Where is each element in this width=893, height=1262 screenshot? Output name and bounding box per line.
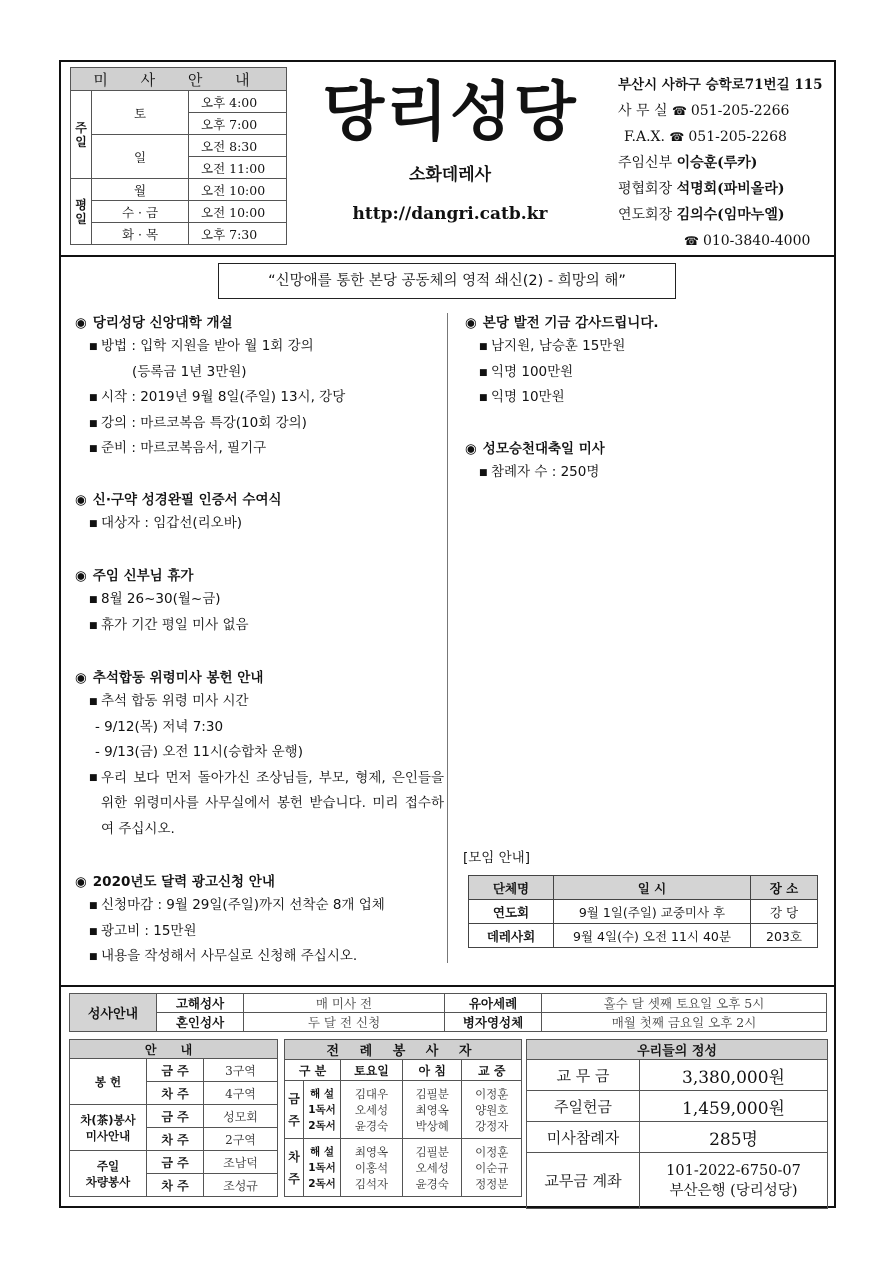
servers-names: 이정훈 이순규 정정분: [462, 1139, 522, 1197]
mass-time: 오후 4:00: [189, 91, 287, 113]
bullet-icon: ■: [89, 901, 98, 911]
section-heading: 추석합동 위령미사 봉헌 안내: [92, 670, 264, 686]
mass-day: 토: [92, 91, 189, 135]
bullet-icon: ■: [479, 367, 488, 378]
phone-icon: ☎: [684, 234, 699, 248]
list-item: 익명 10만원: [491, 389, 565, 405]
list-item: 광고비 : 15만원: [101, 922, 197, 939]
meeting-time: 9월 4일(수) 오전 11시 40분: [554, 924, 751, 948]
list-item: 휴가 기간 평일 미사 없음: [101, 616, 249, 633]
section-assumption-mass: [465, 438, 605, 486]
bullet-icon: ■: [89, 418, 98, 429]
servers-header: 아 침: [403, 1060, 462, 1081]
list-item: 내용을 작성해서 사무실로 신청해 주십시오.: [101, 948, 358, 964]
parish-subtitle: 소화데레사: [408, 165, 492, 185]
offering-table: [526, 1039, 828, 1209]
guide-value: 3구역: [204, 1059, 278, 1082]
mass-day: 일: [92, 135, 189, 179]
mass-day: 수 · 금: [92, 201, 189, 223]
parish-info: [618, 72, 833, 254]
bullseye-icon: ◉: [465, 441, 477, 457]
parish-title: 당리성당: [322, 75, 578, 150]
office-phone: 051-205-2266: [690, 103, 790, 119]
section-heading: 주임 신부님 휴가: [92, 568, 194, 584]
servers-names: 최영옥 이홍석 김석자: [341, 1139, 403, 1197]
list-item: 우리 보다 먼저 돌아가신 조상님들, 부모, 형제, 은인들을 위한 위령미사를 사무실에서 봉헌 받습니다. 미리 접수하여 주십시오.: [101, 769, 444, 837]
yeondo-phone: 010-3840-4000: [702, 233, 811, 249]
bullseye-icon: ◉: [465, 315, 477, 331]
section-heading: 2020년도 달력 광고신청 안내: [92, 874, 275, 890]
divider: [59, 255, 836, 257]
guide-category: 주일 차량봉사: [70, 1151, 147, 1197]
guide-category: 차(茶)봉사 미사안내: [70, 1105, 147, 1151]
mass-schedule-table: [70, 67, 287, 245]
section-heading: 성모승천대축일 미사: [482, 441, 605, 457]
servers-week-label: 차 주: [285, 1139, 304, 1197]
table-row: [469, 900, 818, 924]
list-item: 남지원, 남승훈 15만원: [491, 338, 626, 354]
sacrament-name: 혼인성사: [157, 1013, 244, 1032]
mass-time: 오전 11:00: [189, 157, 287, 179]
account-bank: 부산은행 (당리성당): [669, 1182, 798, 1199]
servers-names: 이정훈 양원호 강정자: [462, 1081, 522, 1139]
sacrament-info: 매월 첫째 금요일 오후 2시: [542, 1013, 827, 1032]
bullet-icon: ■: [89, 342, 98, 352]
guide-week: 금 주: [147, 1151, 204, 1174]
address: 부산시 사하구 승학로71번길 115: [618, 77, 823, 93]
mass-time: 오전 10:00: [189, 179, 287, 201]
servers-names: 김필분 오세성 윤경숙: [403, 1139, 462, 1197]
list-item: 대상자 : 임갑선(리오바): [101, 515, 243, 531]
bullet-icon: ■: [479, 393, 488, 403]
bullet-icon: ■: [89, 772, 98, 783]
guide-week: 금 주: [147, 1105, 204, 1128]
office-label: 사 무 실: [618, 103, 668, 119]
council-name: 석명회(파비올라): [676, 181, 785, 197]
meetings-title: [모임 안내]: [463, 850, 530, 866]
bullet-icon: ■: [89, 519, 98, 529]
section-calendar-ad: [75, 871, 385, 970]
offering-value: 285명: [640, 1122, 828, 1153]
meetings-header: 장 소: [751, 876, 818, 900]
mass-time: 오후 7:00: [189, 113, 287, 135]
bullet-icon: ■: [89, 595, 98, 605]
list-item: 방법 : 입학 지원을 받아 월 1회 강의: [101, 338, 314, 354]
sacraments-label: 성사안내: [70, 994, 157, 1032]
section-bible-certificate: [75, 489, 282, 537]
bullet-icon: ■: [89, 926, 98, 937]
bullet-icon: ■: [89, 620, 98, 631]
bullseye-icon: ◉: [75, 492, 87, 508]
list-item: - 9/12(목) 저녁 7:30: [95, 718, 224, 735]
list-item: 참례자 수 : 250명: [491, 464, 600, 480]
bullet-icon: ■: [479, 342, 488, 352]
account-label: 교무금 계좌: [527, 1153, 640, 1209]
bullet-icon: ■: [89, 393, 98, 403]
table-row: [469, 924, 818, 948]
guide-table: [69, 1039, 278, 1197]
bullet-icon: ■: [89, 697, 98, 707]
list-item: 시작 : 2019년 9월 8일(주일) 13시, 강당: [101, 389, 346, 405]
yeondo-label: 연도회장: [618, 207, 673, 223]
section-heading: 본당 발전 기금 감사드립니다.: [482, 315, 659, 331]
section-chuseok-mass: [75, 667, 444, 842]
account-number: 101-2022-6750-07: [666, 1162, 801, 1179]
list-item: 준비 : 마르코복음서, 필기구: [101, 440, 267, 456]
bullseye-icon: ◉: [75, 670, 87, 686]
yeondo-name: 김의수(임마누엘): [676, 207, 785, 223]
mass-day: 월: [92, 179, 189, 201]
meetings-header: 일 시: [554, 876, 751, 900]
list-item: 신청마감 : 9월 29일(주일)까지 선착순 8개 업체: [101, 897, 385, 913]
servers-table: [284, 1039, 522, 1197]
guide-value: 조남덕: [204, 1151, 278, 1174]
guide-value: 조성규: [204, 1174, 278, 1197]
council-label: 평협회장: [618, 181, 673, 197]
servers-header: 토요일: [341, 1060, 403, 1081]
sacrament-name: 병자영성체: [445, 1013, 542, 1032]
parish-url[interactable]: http://dangri.catb.kr: [352, 204, 548, 224]
guide-value: 2구역: [204, 1128, 278, 1151]
bullseye-icon: ◉: [75, 568, 87, 584]
servers-week-label: 금 주: [285, 1081, 304, 1139]
section-heading: 신·구약 성경완필 인증서 수여식: [92, 492, 282, 508]
meeting-time: 9월 1일(주일) 교중미사 후: [554, 900, 751, 924]
guide-value: 성모회: [204, 1105, 278, 1128]
servers-names: 김대우 오세성 윤경숙: [341, 1081, 403, 1139]
mass-day: 화 · 목: [92, 223, 189, 245]
fax-number: 051-205-2268: [688, 129, 787, 145]
list-item: 익명 100만원: [491, 363, 574, 380]
guide-value: 4구역: [204, 1082, 278, 1105]
section-donation-thanks: [465, 312, 659, 411]
guide-week: 금 주: [147, 1059, 204, 1082]
list-item: 8월 26~30(월~금): [101, 591, 221, 607]
sacrament-info: 두 달 전 신청: [244, 1013, 445, 1032]
bullseye-icon: ◉: [75, 874, 87, 890]
offering-value: 1,459,000원: [640, 1091, 828, 1122]
sunday-label: 주 일: [71, 91, 92, 179]
meetings-table: [468, 875, 818, 948]
meeting-group: 데레사회: [469, 924, 554, 948]
section-faith-college: [75, 312, 345, 462]
meeting-place: 203호: [751, 924, 818, 948]
fax-label: F.A.X.: [624, 129, 665, 145]
divider: [59, 985, 836, 987]
mass-schedule-title: 미 사 안 내: [71, 68, 287, 91]
mass-time: 오전 8:30: [189, 135, 287, 157]
sacrament-info: 홀수 달 셋째 토요일 오후 5시: [542, 994, 827, 1013]
list-item: 추석 합동 위령 미사 시간: [101, 693, 249, 709]
pastor-name: 이승훈(루카): [676, 155, 758, 171]
sacraments-table: [69, 993, 827, 1032]
servers-roles: 해 설 1독서 2독서: [304, 1139, 341, 1197]
meeting-place: 강 당: [751, 900, 818, 924]
sacrament-name: 고해성사: [157, 994, 244, 1013]
guide-category: 봉 헌: [70, 1059, 147, 1105]
bullet-icon: ■: [479, 468, 488, 478]
section-heading: 당리성당 신앙대학 개설: [92, 315, 233, 331]
servers-header: 교 중: [462, 1060, 522, 1081]
bullet-icon: ■: [89, 444, 98, 454]
guide-week: 차 주: [147, 1128, 204, 1151]
servers-names: 김필분 최영옥 박상혜: [403, 1081, 462, 1139]
guide-week: 차 주: [147, 1174, 204, 1197]
offering-label: 주일헌금: [527, 1091, 640, 1122]
phone-icon: ☎: [671, 104, 687, 118]
list-item: - 9/13(금) 오전 11시(승합차 운행): [95, 744, 303, 760]
phone-icon: ☎: [669, 130, 685, 144]
weekday-label: 평 일: [71, 179, 92, 245]
guide-title: 안 내: [70, 1040, 278, 1059]
bullet-icon: ■: [89, 952, 98, 962]
list-item: (등록금 1년 3만원): [132, 363, 247, 380]
column-divider: [447, 313, 448, 963]
offering-label: 미사참례자: [527, 1122, 640, 1153]
offering-value: 3,380,000원: [640, 1060, 828, 1091]
bullseye-icon: ◉: [75, 315, 87, 331]
sacrament-name: 유아세례: [445, 994, 542, 1013]
meeting-group: 연도회: [469, 900, 554, 924]
servers-header: 구 분: [285, 1060, 341, 1081]
motto-box: “신망애를 통한 본당 공동체의 영적 쇄신(2) - 희망의 해”: [218, 263, 676, 299]
mass-time: 오전 10:00: [189, 201, 287, 223]
meetings-header: 단체명: [469, 876, 554, 900]
mass-time: 오후 7:30: [189, 223, 287, 245]
list-item: 강의 : 마르코복음 특강(10회 강의): [101, 414, 307, 431]
servers-roles: 해 설 1독서 2독서: [304, 1081, 341, 1139]
servers-title: 전 례 봉 사 자: [285, 1040, 522, 1060]
offering-title: 우리들의 정성: [527, 1040, 828, 1060]
section-pastor-vacation: [75, 565, 249, 638]
offering-label: 교 무 금: [527, 1060, 640, 1091]
guide-week: 차 주: [147, 1082, 204, 1105]
sacrament-info: 매 미사 전: [244, 994, 445, 1013]
pastor-label: 주임신부: [618, 155, 673, 171]
